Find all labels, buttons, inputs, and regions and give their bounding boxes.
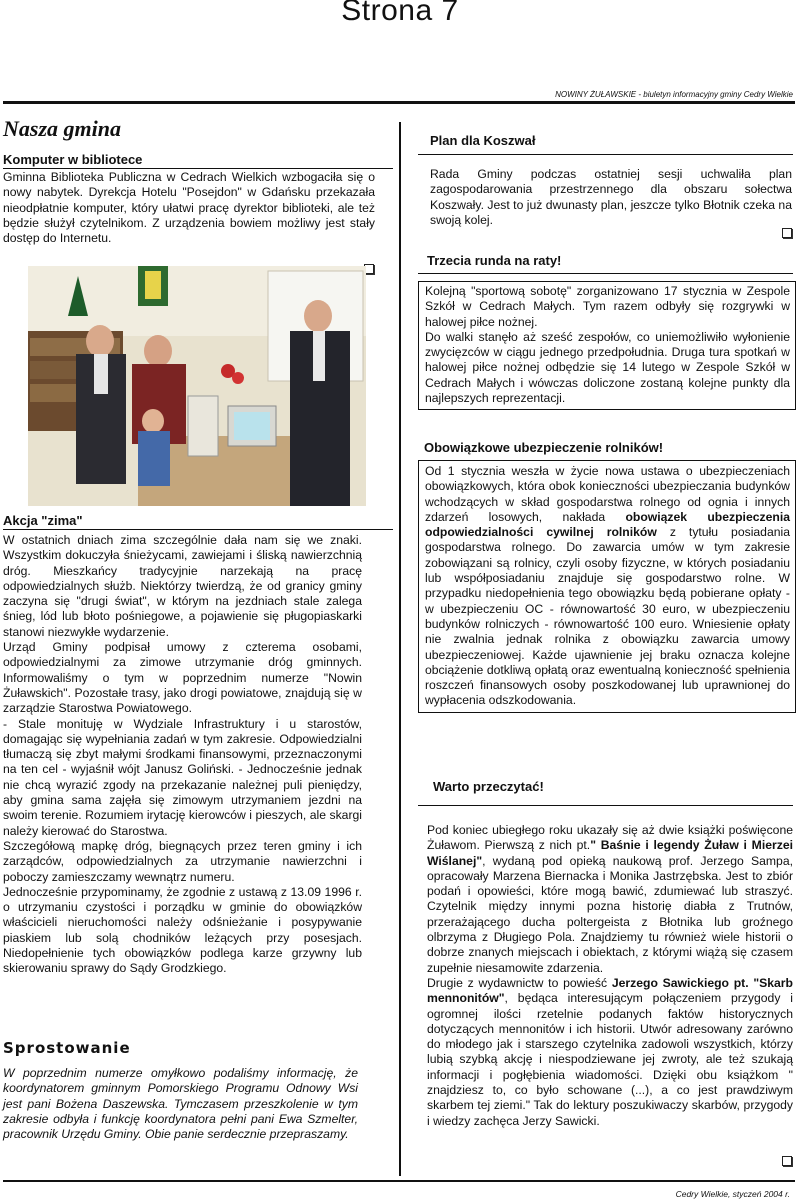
text-run: , będąca interesującym połączeniem przygody i ogromnej ilości rzetelnie podanych faktów historycznych dotyczących mennonitów i ich historii. Utwór adresowany zarówno do młodego jak i starszego czytelnika zadowoli wszystkich, którzy lubią szybką akcję i niespodziewane jej zwroty, ale też szukają informacji i pogłębienia wiadomości. Dzięki obu książkom " znajdziesz to, co było schowane (...), a co jest prawdziwym skarbem tej ziemi." Tak do lektury poszukiwaczy skarbów, przygody i wiedzy zachęca Jerzy Sawicki. <box>427 991 793 1128</box>
article-title-computer: Komputer w bibliotece <box>3 152 143 167</box>
article-body-sprostowanie <box>3 1066 358 1142</box>
paragraph: Kolejną "sportową sobotę" zorganizowano 17 stycznia w Zespole Szkół w Cedrach Małych. Tym razem odbyły się rozgrywki w halowej piłce nożnej. <box>425 284 790 329</box>
end-mark-icon <box>782 228 792 238</box>
footer-text: Cedry Wielkie, styczeń 2004 r. <box>675 1189 790 1199</box>
title-underline <box>418 805 793 806</box>
paragraph: Urząd Gminy podpisał umowy z czterema osobami, odpowiedzialnymi za zimowe utrzymanie dróg gminnych. Informowaliśmy o tym w poprzednim numerze "Nowin Żuławskich". Pozostałe trasy, jako drogi powiatowe, znajdują się w zarządzie Starostwa Powiatowego. <box>3 640 362 716</box>
header-divider <box>3 101 795 104</box>
footer-divider <box>3 1180 795 1182</box>
book-title: " Baśnie i legendy Żuław i Mierzei Wiślanej" <box>427 838 793 868</box>
paragraph: Do walki stanęło aż sześć zespołów, co uniemożliwiło wyłonienie zwycięzców w ciągu jednego przedpołudnia. Druga tura spotkań w halowej piłce nożnej odbędzie się 14 lutego w Zespole Szkół w Cedrach Małych i wówczas doliczone zostaną kolejne punkty dla najlepszych reprezentacji. <box>425 329 790 406</box>
text-run: Pod koniec ubiegłego roku ukazały się aż dwie książki poświęcone Żuławom. Pierwszą z nich pt. <box>427 823 793 853</box>
paragraph: Gminna Biblioteka Publiczna w Cedrach Wielkich wzbogaciła się o nowy nabytek. Dyrekcja Hotelu "Posejdon" w Gdańsku przekazała nieodpłatnie komputer, który ułatwi pracę dyrektor biblioteki, ale też będzie służył czytelnikom. Z urządzenia bowiem możliwy jest stały dostęp do Internetu. <box>3 170 375 246</box>
text-run: , wydaną pod opieką naukową prof. Jerzego Sampa, opracowały Marzena Biernacka i Monika Jastrzębska. Jest to zbiór podań i opowieści, które mogą bawić, zdumiewać lub straszyć. Czytelnik między innymi pozna historię diabła z Trutnów, przerażającego ducha poltergeista z Błotnika lub groźnego olbrzyma z Długiego Pola. Znajdziemy tu również wiele historii o dobrze znanych miejscach i obiektach, z którymi wiążą się czasem zupełnie niesamowite zdarzenia. <box>427 853 793 975</box>
paragraph: Jednocześnie przypominamy, że zgodnie z ustawą z 13.09 1996 r. o utrzymaniu czystości i porządku w gminie do obowiązków właścicieli nieruchomości należy odśnieżanie i posypywanie piaskiem lub solą chodników leżących przy posesjach. Niedopełnienie tych obowiązków podlega karze grzywny lub skierowaniu sprawy do Sądy Grodzkiego. <box>3 884 362 976</box>
article-title-sprostowanie: Sprostowanie <box>3 1039 131 1057</box>
article-body-ubezpieczenie <box>418 460 796 713</box>
title-underline <box>418 273 793 274</box>
paragraph: W poprzednim numerze omyłkowo podaliśmy informację, że koordynatorem gminnym Pomorskiego Programu Odnowy Wsi jest pani Bożena Daszewska. Tymczasem przeszkolenie w tym zakresie odbyła i funkcję koordynatora pełni pani Ewa Szmelter, pracownik Urzędu Gminy. Obie panie serdecznie przepraszamy. <box>3 1066 358 1142</box>
article-title-ubezpieczenie: Obowiązkowe ubezpieczenie rolników! <box>424 440 664 455</box>
emphasis: obowiązek ubezpieczenia odpowiedzialności cywilnej rolników <box>425 509 790 540</box>
paragraph: - Stale monituję w Wydziale Infrastruktury i u starostów, domagając się wypełniania zadań w tym zakresie. Odpowiedzialni tłumaczą się zbyt małymi środkami finansowymi, przeznaczonymi na ten cel - wyjaśnił wójt Janusz Goliński. - Jednocześnie jednak nie chcą wyrazić zgody na przekazanie należnej puli pieniędzy, aby gmina sama zajęła się zimowym utrzymaniem jezdni na swoim terenie. Rozumiem irytację kierowców i pieszych, ale skargi należy kierować do Starostwa. <box>3 716 362 838</box>
paragraph <box>425 464 790 709</box>
text-run: z tytułu posiadania gospodarstwa rolnego. Do zawarcia umów w tym zakresie zobowiązani są rolnicy, czyli osoby fizyczne, w których posiadaniu lub współposiadaniu znajduje się gospodarstwo rolne. W przypadku niedopełnienia tego obowiązku będą pobierane opłaty - w ubezpieczeniu OC - równowartość 30 euro, w ubezpieczeniu budynków rolniczych - równowartość 100 euro. Wniesienie opłaty nie zwalnia jednak rolnika z obowiązku zawarcia umowy ubezpieczeniowej. Każde ujawnienie jej braku oznacza kolejne obciążenie dotkliwą opłatą oraz ewentualną konieczność spełnienia roszczeń finansowych osoby poszkodowanej lub uprawnionej do wypłacenia odszkodowania. <box>425 525 791 708</box>
end-mark-icon <box>782 1156 792 1166</box>
article-body-zima <box>3 533 362 977</box>
article-body-runda <box>418 281 796 410</box>
column-divider <box>399 122 401 1176</box>
library-photo-image <box>28 266 366 506</box>
article-body-computer <box>3 170 375 246</box>
text-run: Od 1 stycznia weszła w życie nowa ustawa o ubezpieczeniach obowiązkowych, która obok konieczności ubezpieczania budynków wchodzących w skład gospodarstwa rolnego od ognia i innych zdarzeń losowych, nakłada <box>425 464 790 524</box>
newsletter-header: NOWINY ŻUŁAWSKIE - biuletyn informacyjny gminy Cedry Wielkie <box>555 90 793 99</box>
title-underline <box>3 168 393 169</box>
article-body-koszwaly <box>430 167 792 228</box>
page-title: Strona 7 <box>341 0 459 27</box>
title-underline <box>418 154 793 155</box>
paragraph: Szczegółową mapkę dróg, biegnących przez teren gminy i ich zarządców, odpowiedzialnych za utrzymanie nawierzchni i poboczy zamieszczamy wewnątrz numeru. <box>3 838 362 884</box>
library-photo <box>28 266 366 506</box>
title-underline <box>3 529 393 530</box>
article-body-warto <box>427 823 793 1129</box>
paragraph: W ostatnich dniach zima szczególnie dała nam się we znaki. Wszystkim dokuczyła śnieżycami, zawiejami i śliską nawierzchnią dróg. Mieszkańcy tradycyjnie narzekają na pracę odpowiedzialnych służb. Niektórzy twierdzą, że od granicy gminy zaczyna się "drugi świat", w którym na jezdniach stale zalega śnieg, lód lub błoto pośniegowe, a pojawienie się pługopiaskarki stanowi niezwykłe wydarzenie. <box>3 533 362 639</box>
paragraph <box>427 976 793 1129</box>
article-title-zima: Akcja "zima" <box>3 513 83 528</box>
article-title-runda: Trzecia runda na raty! <box>427 253 562 268</box>
paragraph <box>427 823 793 976</box>
section-title: Nasza gmina <box>3 116 121 141</box>
text-run: Drugie z wydawnictw to powieść <box>427 975 612 990</box>
article-title-koszwaly: Plan dla Koszwał <box>430 133 536 148</box>
paragraph: Rada Gminy podczas ostatniej sesji uchwaliła plan zagospodarowania przestrzennego dla obszaru sołectwa Koszwały. Jest to już dwunasty plan, jeszcze tylko Błotnik czeka na swoją kolej. <box>430 167 792 227</box>
book-title: Jerzego Sawickiego pt. "Skarb mennonitów" <box>427 975 793 1006</box>
article-title-warto: Warto przeczytać! <box>433 779 544 794</box>
